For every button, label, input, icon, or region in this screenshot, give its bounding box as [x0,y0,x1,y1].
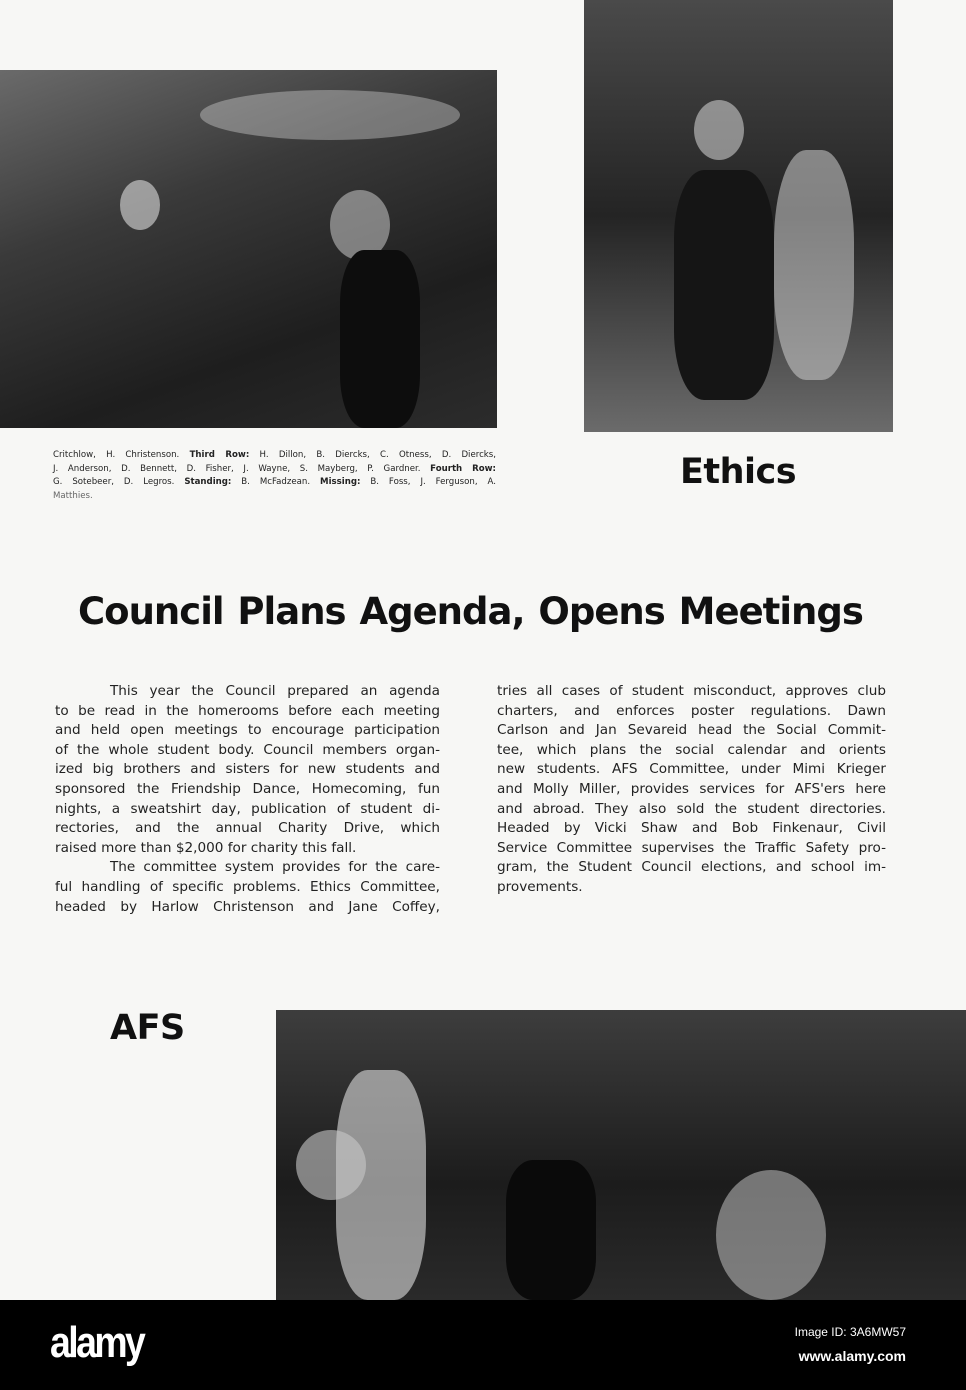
body-text-line: gram, the Student Council elections, and school im- [497,859,886,876]
body-text-line: tries all cases of student misconduct, approves club [497,683,886,699]
alamy-logo: alamy [50,1318,144,1367]
caption-row-label: Third Row: [189,450,250,460]
body-text-line: The committee system provides for the care- [110,859,440,876]
body-text-line: headed by Harlow Christenson and Jane Coffey, [55,898,440,915]
body-text-line: raised more than $2,000 for charity this fall. [55,839,357,856]
caption-row-label: Fourth Row: [430,463,496,474]
caption-line [53,476,496,490]
photo-caption [53,449,496,503]
caption-text: Critchlow, H. Christenson. [53,450,190,460]
afs-committee-photo [276,1010,966,1300]
ethics-heading: Ethics [680,452,797,492]
body-text-line: to be read in the homerooms before each meeting [55,702,440,719]
body-text-line: and Molly Miller, provides services for AFS'ers here [497,780,886,797]
body-text-line: ful handling of specific problems. Ethics Committee, [55,878,440,895]
caption-line [53,449,496,463]
caption-line [53,490,496,504]
caption-text: B. Foss, J. Ferguson, A. [360,477,496,487]
body-text-line: sponsored the Friendship Dance, Homecoming, fun [55,780,440,797]
caption-line [53,463,496,477]
article-column-left [55,682,440,917]
watermark-url: www.alamy.com [798,1348,906,1364]
body-text-line: and held open meetings to encourage participation [55,722,440,739]
body-text-line: charters, and enforces poster regulations. Dawn [497,702,886,719]
body-text-line: Carlson and Jan Sevareid head the Social Commit- [497,722,886,739]
caption-text: B. McFadzean. [231,477,321,487]
body-text-line: tee, which plans the social calendar and orients [497,741,886,758]
body-text-line: ized big brothers and sisters for new students and [55,761,440,778]
body-text-line: new students. AFS Committee, under Mimi Krieger [497,761,886,778]
image-id: Image ID: 3A6MW57 [794,1325,906,1339]
caption-row-label: Missing: [320,477,361,487]
article-headline: Council Plans Agenda, Opens Meetings [78,590,863,633]
watermark-bar [0,1300,966,1390]
body-text-line: This year the Council prepared an agenda [110,683,440,699]
afs-heading: AFS [110,1008,185,1048]
body-text-line: Service Committee supervises the Traffic Safety pro- [497,839,886,856]
caption-text: Matthies. [53,490,93,501]
caption-text: G. Sotebeer, D. Legros. [53,477,185,487]
caption-text: H. Dillon, B. Diercks, C. Otness, D. Diercks, [249,450,496,460]
body-text-line: rectories, and the annual Charity Drive, which [55,820,440,837]
body-text-line: and abroad. They also sold the student directories. [497,800,886,817]
ethics-committee-photo [584,0,893,432]
body-text-line: provements. [497,878,583,895]
choir-rehearsal-photo [0,70,497,428]
body-text-line: of the whole student body. Council members organ- [55,741,440,758]
body-text-line: Headed by Vicki Shaw and Bob Finkenaur, Civil [497,820,886,837]
body-text-line: nights, a sweatshirt day, publication of student di- [55,800,440,817]
article-column-right [497,682,886,898]
caption-text: J. Anderson, D. Bennett, D. Fisher, J. Wayne, S. Mayberg, P. Gardner. [53,463,431,474]
caption-row-label: Standing: [184,477,232,487]
